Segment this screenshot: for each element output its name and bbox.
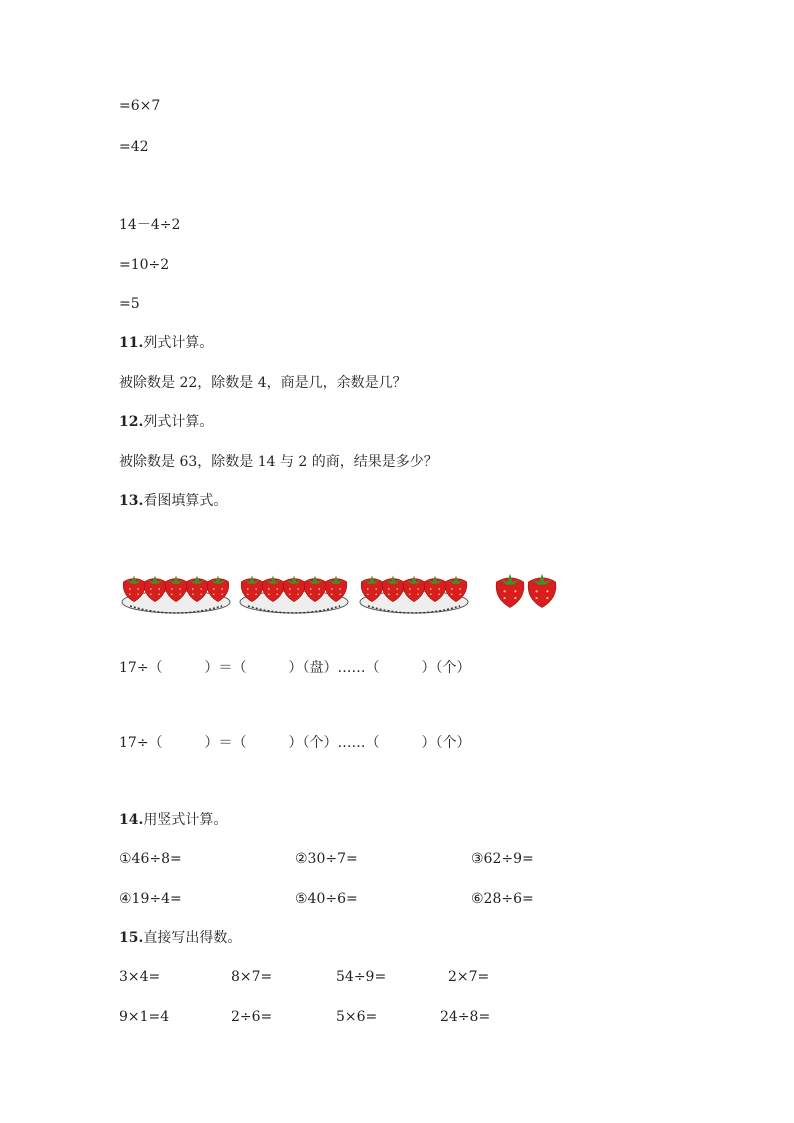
solution-line: =10÷2 [119,257,170,273]
mental-calc-item: 8×7= [231,969,273,985]
question-number: 11. [119,335,144,351]
question-number: 13. [119,493,144,509]
vertical-calc-item: ⑤40÷6= [295,891,358,907]
strawberry-icon [528,574,556,608]
question-title: 用竖式计算。 [143,812,228,828]
question-title: 看图填算式。 [143,493,228,509]
strawberry-plate [120,568,232,616]
question-15-heading [119,929,241,947]
mental-calc-item: 24÷8= [440,1009,491,1025]
strawberry-icon [496,574,524,608]
question-title: 列式计算。 [143,335,214,351]
strawberry-plate [358,568,470,616]
mental-calc-item: 2×7= [448,969,490,985]
question-title: 直接写出得数。 [143,930,242,946]
solution-line: =5 [119,296,140,312]
question-14-heading [119,811,227,829]
mental-calc-item: 9×1=4 [119,1009,170,1025]
solution-line: =6×7 [119,98,161,114]
vertical-calc-item: ③62÷9= [471,851,534,867]
mental-calc-item: 3×4= [119,969,161,985]
loose-strawberries [490,570,564,614]
vertical-calc-item: ⑥28÷6= [471,891,534,907]
question-11-heading [119,334,213,352]
vertical-calc-item: ②30÷7= [295,851,358,867]
solution-line: =42 [119,139,149,155]
strawberry-plate [238,568,350,616]
solution-line: 14－4÷2 [119,217,181,233]
mental-calc-item: 54÷9= [336,969,387,985]
question-12-heading [119,413,213,431]
question-13-heading [119,492,227,510]
question-title: 列式计算。 [143,414,214,430]
question-13-row-1: 17÷（ ）＝（ ）（盘）……（ ）（个） [119,660,471,676]
vertical-calc-item: ①46÷8= [119,851,182,867]
question-number: 14. [119,812,144,828]
question-11-text: 被除数是 22，除数是 4，商是几，余数是几？ [119,375,407,391]
vertical-calc-item: ④19÷4= [119,891,182,907]
strawberry-picture [120,568,570,618]
question-12-text: 被除数是 63，除数是 14 与 2 的商，结果是多少？ [119,454,438,470]
mental-calc-item: 2÷6= [231,1009,273,1025]
mental-calc-item: 5×6= [336,1009,378,1025]
question-number: 12. [119,414,144,430]
question-number: 15. [119,930,144,946]
question-13-row-2: 17÷（ ）＝（ ）（个）……（ ）（个） [119,735,471,751]
